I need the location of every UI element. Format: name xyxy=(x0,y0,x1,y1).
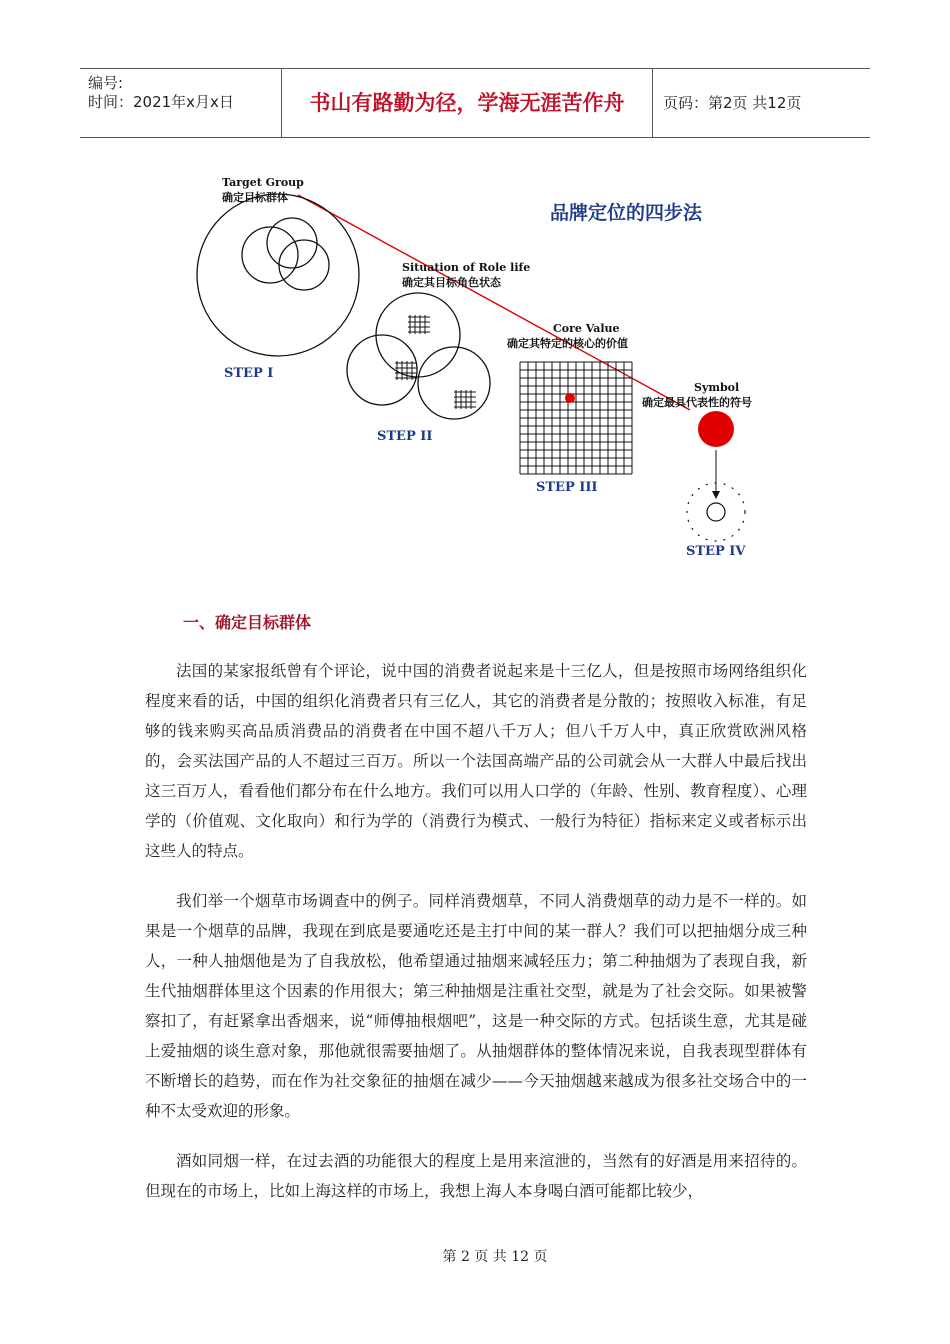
header-motto xyxy=(282,69,653,137)
label-core-value-cn: 确定其特定的核心的价值 xyxy=(507,337,628,350)
page-footer: 第 2 页 共 12 页 xyxy=(442,1249,548,1265)
page-header xyxy=(80,68,870,138)
arrow-head xyxy=(712,491,720,499)
diagram-title: 品牌定位的四步法 xyxy=(550,202,703,224)
page-info-text: 页码：第2页 共12页 xyxy=(663,94,802,112)
core-value-dot xyxy=(565,393,575,403)
step4-label: STEP IV xyxy=(686,544,746,559)
label-symbol-cn: 确定最具代表性的符号 xyxy=(642,396,752,409)
step3-label: STEP III xyxy=(536,480,598,495)
header-page-info xyxy=(653,69,870,137)
brand-positioning-diagram xyxy=(180,165,820,575)
label-symbol xyxy=(642,380,752,410)
motto-text: 书山有路勤为径，学海无涯苦作舟 xyxy=(309,90,625,115)
inner-circle xyxy=(707,503,725,521)
step2-label: STEP II xyxy=(377,429,433,444)
label-target-group-cn: 确定目标群体 xyxy=(222,191,288,204)
label-situation-en: Situation of Role life xyxy=(402,261,531,274)
label-situation-cn: 确定其目标角色状态 xyxy=(402,276,501,289)
paragraph-3: 酒如同烟一样，在过去酒的功能很大的程度上是用来渲泄的，当然有的好酒是用来招待的。但现在的市场上，比如上海这样的市场上，我想上海人本身喝白酒可能都比较少， xyxy=(145,1152,807,1200)
step1-circles xyxy=(197,194,359,356)
paragraph-1: 法国的某家报纸曾有个评论，说中国的消费者说起来是十三亿人，但是按照市场网络组织化程度来看的话，中国的组织化消费者只有三亿人，其它的消费者是分散的；按照收入标准，有足够的钱来购买高品质消费品的消费者在中国不超八千万人；但八千万人中，真正欣赏欧洲风格的，会买法国产品的人不超过三百万。所以一个法国高端产品的公司就会从一大群人中最后找出这三百万人，看看他们都分布在什么地方。我们可以用人口学的（年龄、性别、教育程度）、心理学的（价值观、文化取向）和行为学的（消费行为模式、一般行为特征）指标来定义或者标示出这些人的特点。 xyxy=(145,662,807,860)
label-situation xyxy=(402,260,530,290)
section-title: 一、确定目标群体 xyxy=(183,613,312,632)
symbol-circle xyxy=(698,411,734,447)
label-target-group xyxy=(222,175,304,205)
step3-grid xyxy=(520,362,632,474)
header-meta xyxy=(80,69,282,137)
step2-circles xyxy=(347,293,490,419)
label-target-group-en: Target Group xyxy=(222,176,304,189)
label-symbol-en: Symbol xyxy=(694,381,740,394)
grid-lines xyxy=(520,362,632,474)
time-label: 时间：2021年x月x日 xyxy=(88,93,234,111)
label-core-value xyxy=(507,321,628,351)
step1-label: STEP I xyxy=(224,366,274,381)
diagram-graphics xyxy=(180,165,820,575)
paragraph-2: 我们举一个烟草市场调查中的例子。同样消费烟草，不同人消费烟草的动力是不一样的。如果是一个烟草的品牌，我现在到底是要通吃还是主打中间的某一群人？我们可以把抽烟分成三种人，一种人抽烟他是为了自我放松，他希望通过抽烟来减轻压力；第二种抽烟为了表现自我，新生代抽烟群体里这个因素的作用很大；第三种抽烟是注重社交型，就是为了社会交际。如果被警察扣了，有赶紧拿出香烟来，说“师傅抽根烟吧”，这是一种交际的方式。包括谈生意，尤其是碰上爱抽烟的谈生意对象，那他就很需要抽烟了。从抽烟群体的整体情况来说，自我表现型群体有不断增长的趋势，而在作为社交象征的抽烟在减少——今天抽烟越来越成为很多社交场合中的一种不太受欢迎的形象。 xyxy=(145,892,807,1120)
number-label: 编号: xyxy=(88,74,124,92)
label-core-value-en: Core Value xyxy=(553,322,620,335)
